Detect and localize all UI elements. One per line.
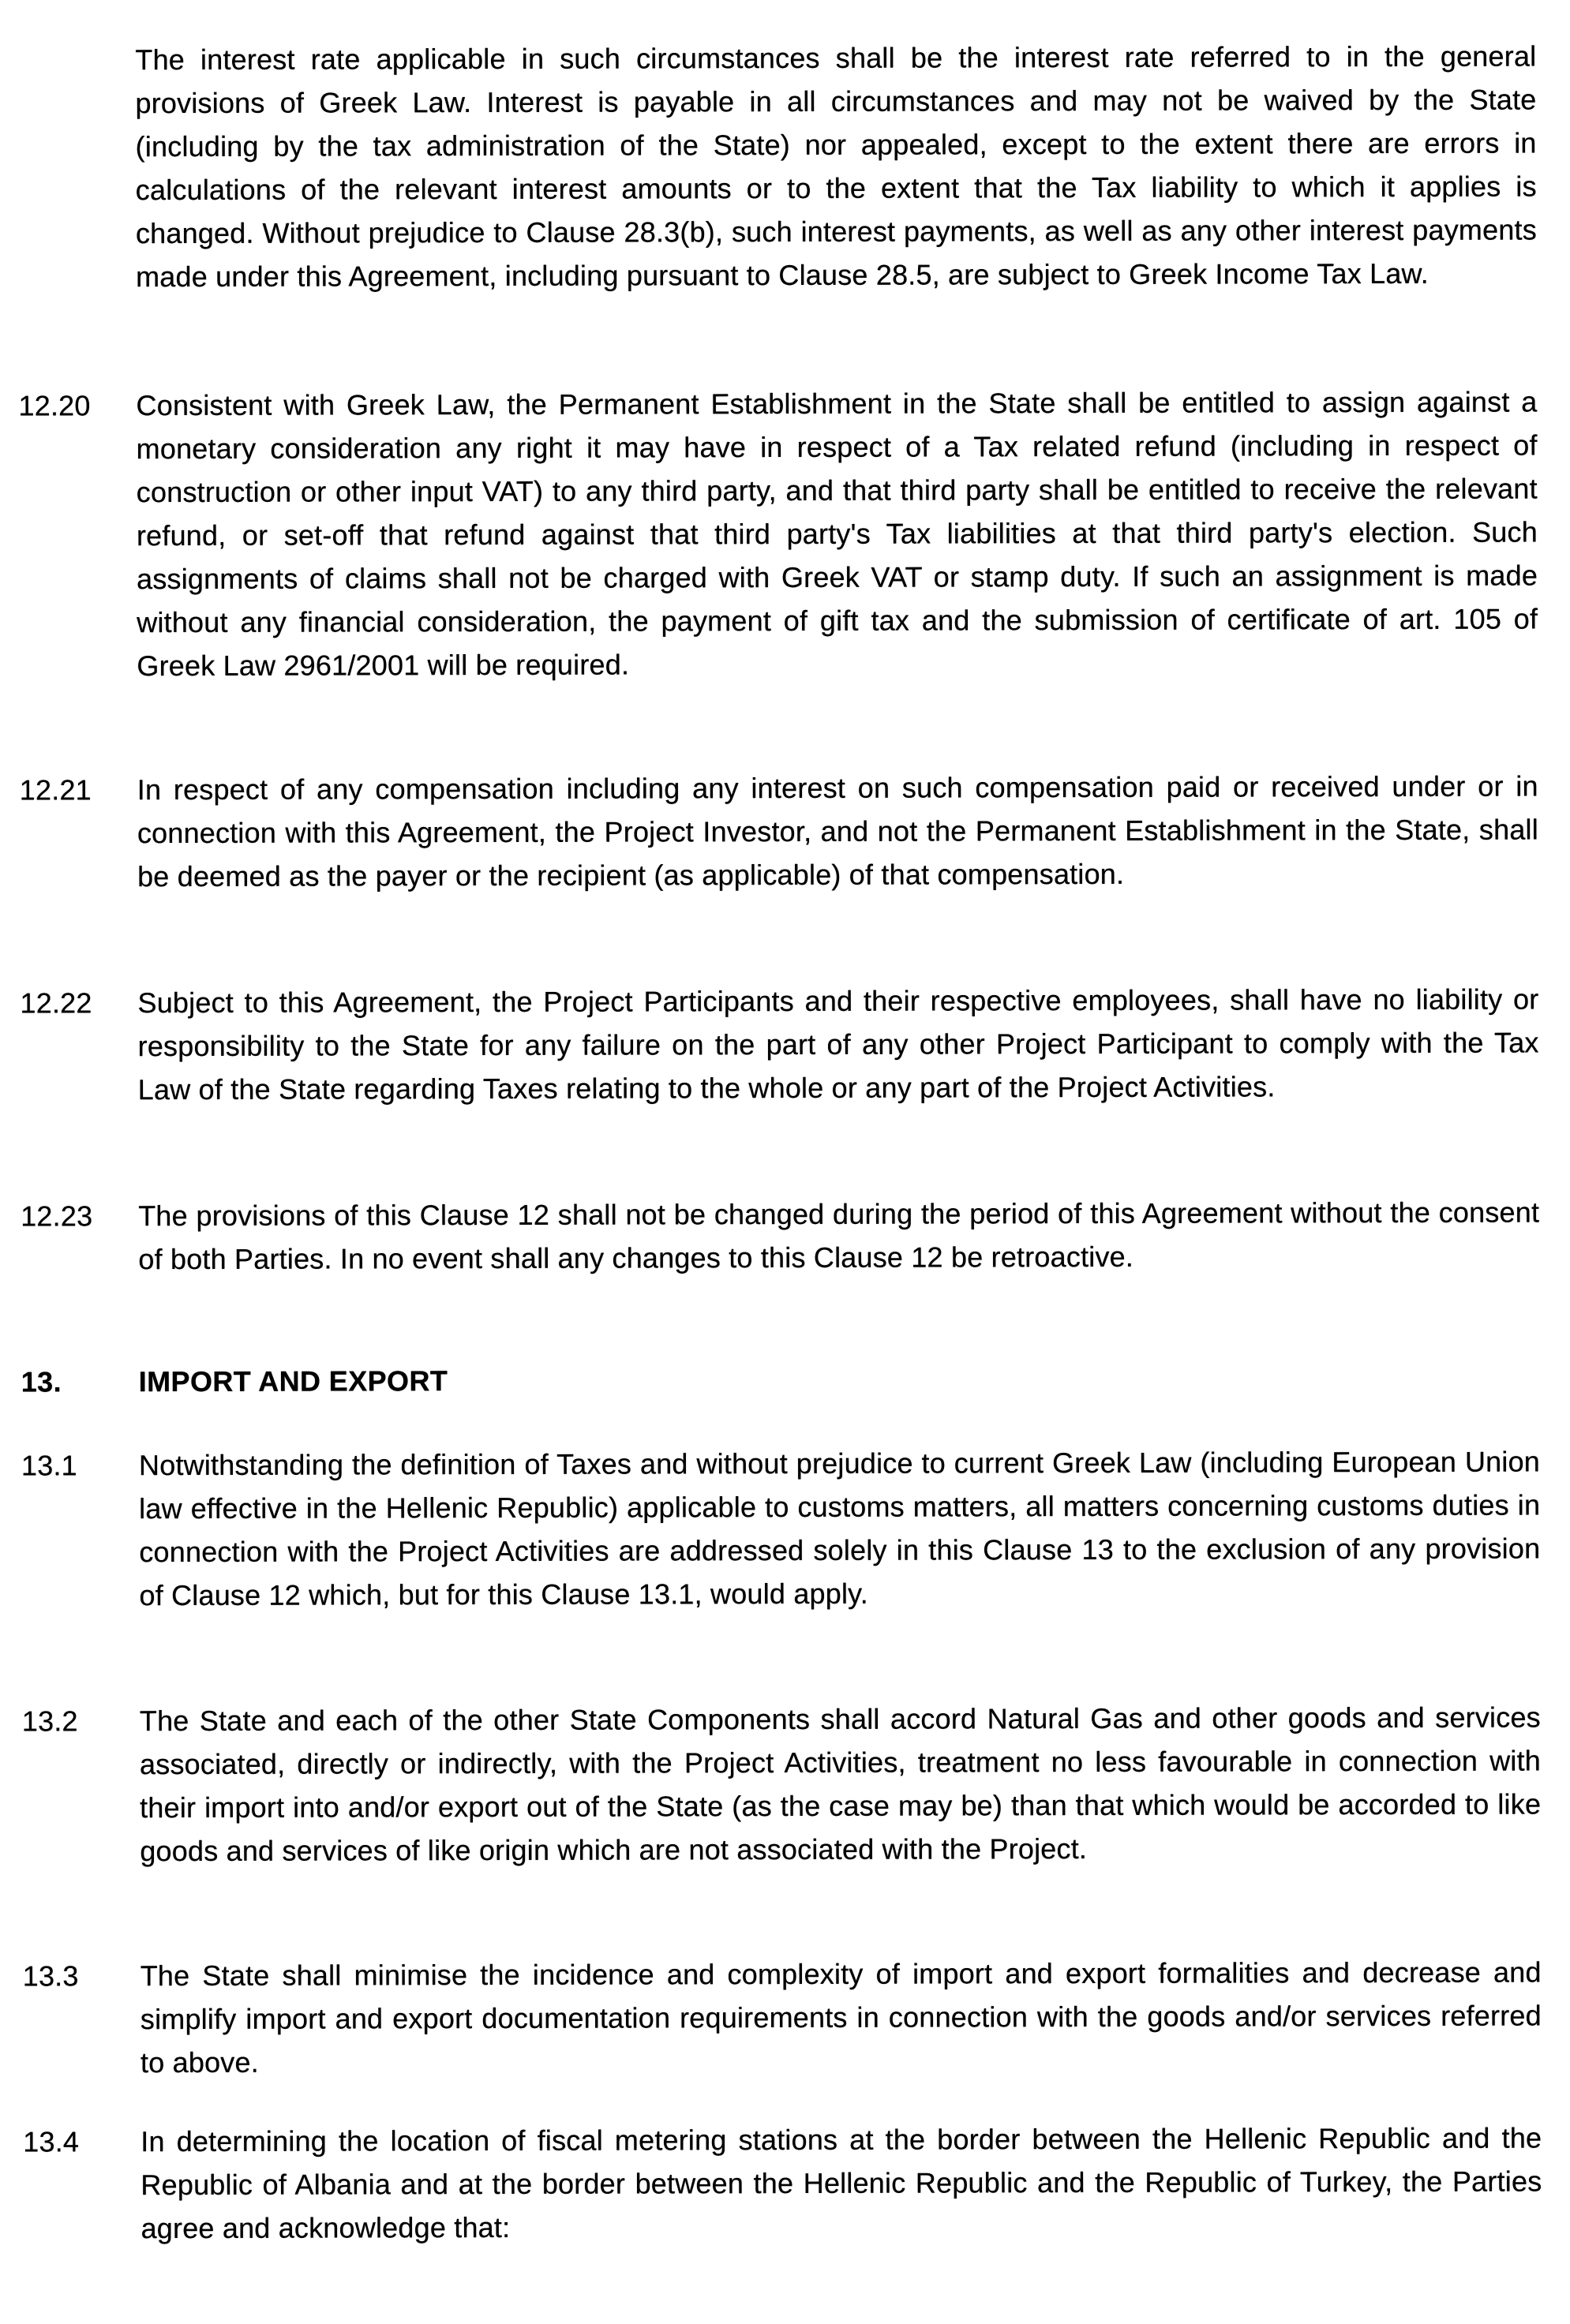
clause-13-2 [2,1695,1570,1868]
clause-text: Notwithstanding the definition of Taxes and without prejudice to current Greek Law (including European Union law effective in the Hellenic Republic) applicable to customs matters, all matters concerning customs duties in connection with the Project Activities are addressed solely in this Clause 13 to the exclusion of any provision of Clause 12 which, but for this Clause 13.1, would apply. [138,1445,1541,1612]
clause-13-4 [2,2116,1570,2245]
clause-number: 12.22 [20,986,92,1020]
clause-12-21 [0,764,1569,893]
clause-number: 13.4 [23,2125,80,2158]
clause-12-20 [0,380,1568,683]
clause-12-23 [0,1190,1570,1276]
clause-13-1 [1,1439,1570,1612]
clause-text: Consistent with Greek Law, the Permanent Establishment in the State shall be entitled to assign against a monetary consideration any right it may have in respect of a Tax related refund (including in respect of construction or other input VAT) to any third party, and that third party shall be entitled to receive the relevant refund, or set-off that refund against that third party's Tax liabilities at that third party's election. Such assignments of claims shall not be charged with Greek VAT or stamp duty. If such an assignment is made without any financial consideration, the payment of gift tax and the submission of certificate of art. 105 of Greek Law 2961/2001 will be required. [136,385,1538,683]
clause-text: The provisions of this Clause 12 shall not be changed during the period of this Agreement without the consent of both Parties. In no event shall any changes to this Clause 12 be retroactive. [138,1196,1540,1276]
clause-number: 13.1 [21,1449,77,1482]
clause-text: The State shall minimise the incidence and complexity of import and export formalities and decrease and simplify import and export documentation requirements in connection with the goods and/or services referred to above. [140,1955,1542,2079]
section-number: 13. [21,1365,62,1398]
heading-13-import-and-export [1,1356,1570,1398]
clause-number: 12.21 [19,773,92,806]
clause-text: The State and each of the other State Components shall accord Natural Gas and other goods and services associated, directly or indirectly, with the Project Activities, treatment no less favourable in connection with their import into and/or export out of the State (as the case may be) than that which would be accorded to like goods and services of like origin which are not associated with the Project. [139,1701,1542,1868]
paragraph-interest-rate-continuation [0,34,1567,294]
section-heading-text: IMPORT AND EXPORT [138,1364,448,1398]
clause-number: 13.3 [22,1959,79,1993]
clause-number: 12.20 [18,389,91,422]
clause-number: 13.2 [21,1705,78,1738]
clause-text: In respect of any compensation including any interest on such compensation paid or received under or in connection with this Agreement, the Project Investor, and not the Permanent Establishment in the State, shall be deemed as the payer or the recipient (as applicable) of that compensation. [137,769,1538,893]
clause-12-22 [0,977,1569,1106]
clause-number: 12.23 [21,1199,93,1233]
clause-text: In determining the location of fiscal metering stations at the border between the Hellenic Republic and the Republic of Albania and at the border between the Hellenic Republic and the Republic of Turkey, the Parties agree and acknowledge that: [141,2121,1542,2245]
clause-text: Subject to this Agreement, the Project Participants and their respective employees, shall have no liability or responsibility to the State for any failure on the part of any other Project Participant to comply with the Tax Law of the State regarding Taxes relating to the whole or any part of the Project Activities. [137,982,1539,1106]
clause-text: The interest rate applicable in such circumstances shall be the interest rate referred to in the general provisions of Greek Law. Interest is payable in all circumstances and may not be waived by the State (including by the tax administration of the State) nor appealed, except to the extent there are errors in calculations of the relevant interest amounts or to the extent that the Tax liability to which it applies is changed. Without prejudice to Clause 28.3(b), such interest payments, as well as any other interest payments made under this Agreement, including pursuant to Clause 28.5, are subject to Greek Income Tax Law. [135,39,1537,294]
clause-13-3 [2,1950,1570,2079]
